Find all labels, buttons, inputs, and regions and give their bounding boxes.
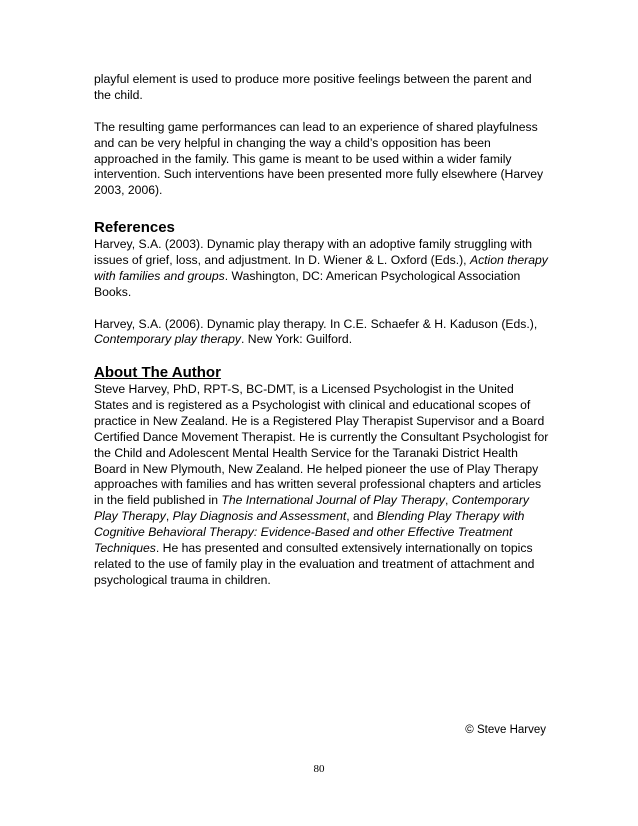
- intro-paragraph-2: The resulting game performances can lead to an experience of shared playfulness and can be very helpful in changing the way a child’s opposition has been approached in the family. This game is meant to be used within a wider family intervention. Such interventions have been presented more fully elsewhere (Harvey 2003, 2006).: [94, 119, 544, 198]
- page-number: 80: [313, 763, 325, 775]
- intro-section: [94, 72, 549, 215]
- book-title: Blending Play Therapy with Cognitive Behavioral Therapy: Evidence-Based and other Effective Treatment Techniques: [94, 509, 525, 556]
- references-heading: References: [94, 219, 175, 236]
- reference-1-text-b: . Washington, DC: American Psychological Association Books.: [94, 268, 521, 299]
- reference-2: [94, 317, 549, 349]
- reference-2-text-a: Harvey, S.A. (2006). Dynamic play therapy. In C.E. Schaefer & H. Kaduson (Eds.),: [94, 316, 538, 331]
- reference-2-title: Contemporary play therapy: [94, 332, 241, 347]
- about-author-section: [94, 364, 549, 605]
- journal-title-2: Contemporary Play Therapy: [94, 493, 529, 524]
- intro-paragraph-1: playful element is used to produce more positive feelings between the parent and the child.: [94, 72, 532, 102]
- reference-1-text-a: Harvey, S.A. (2003). Dynamic play therapy with an adoptive family struggling with issues of grief, loss, and adjustment. In D. Wiener & L. Oxford (Eds.),: [94, 237, 533, 267]
- journal-title-3: Play Diagnosis and Assessment: [172, 509, 347, 524]
- reference-1: [94, 237, 549, 301]
- author-bio: [94, 382, 549, 589]
- references-section: [94, 219, 549, 364]
- author-bio-text-3: ,: [165, 509, 173, 524]
- reference-2-text-b: . New York: Guilford.: [241, 332, 353, 347]
- copyright-credit: © Steve Harvey: [465, 724, 546, 736]
- reference-1-title: Action therapy with families and groups: [94, 252, 548, 283]
- about-author-heading: About The Author: [94, 364, 221, 381]
- journal-title-1: The International Journal of Play Therapy: [221, 493, 445, 508]
- author-bio-text-5: . He has presented and consulted extensively internationally on topics related to the use of family play in the evaluation and treatment of attachment and psychological trauma in children.: [94, 541, 535, 587]
- author-bio-text-4: , and: [346, 509, 377, 524]
- author-bio-text-1: Steve Harvey, PhD, RPT-S, BC-DMT, is a Licensed Psychologist in the United States and is registered as a Psychologist with clinical and educational scopes of practice in New Zealand. He is a Registered Play Therapist Supervisor and a Board Certified Dance Movement Therapist. He is currently the Consultant Psychologist for the Child and Adolescent Mental Health Service for the Taranaki District Health Board in New Plymouth, New Zealand. He helped pioneer the use of Play Therapy approaches with families and has written several professional chapters and articles in the field published in: [94, 382, 549, 508]
- author-bio-text-2: ,: [444, 493, 452, 508]
